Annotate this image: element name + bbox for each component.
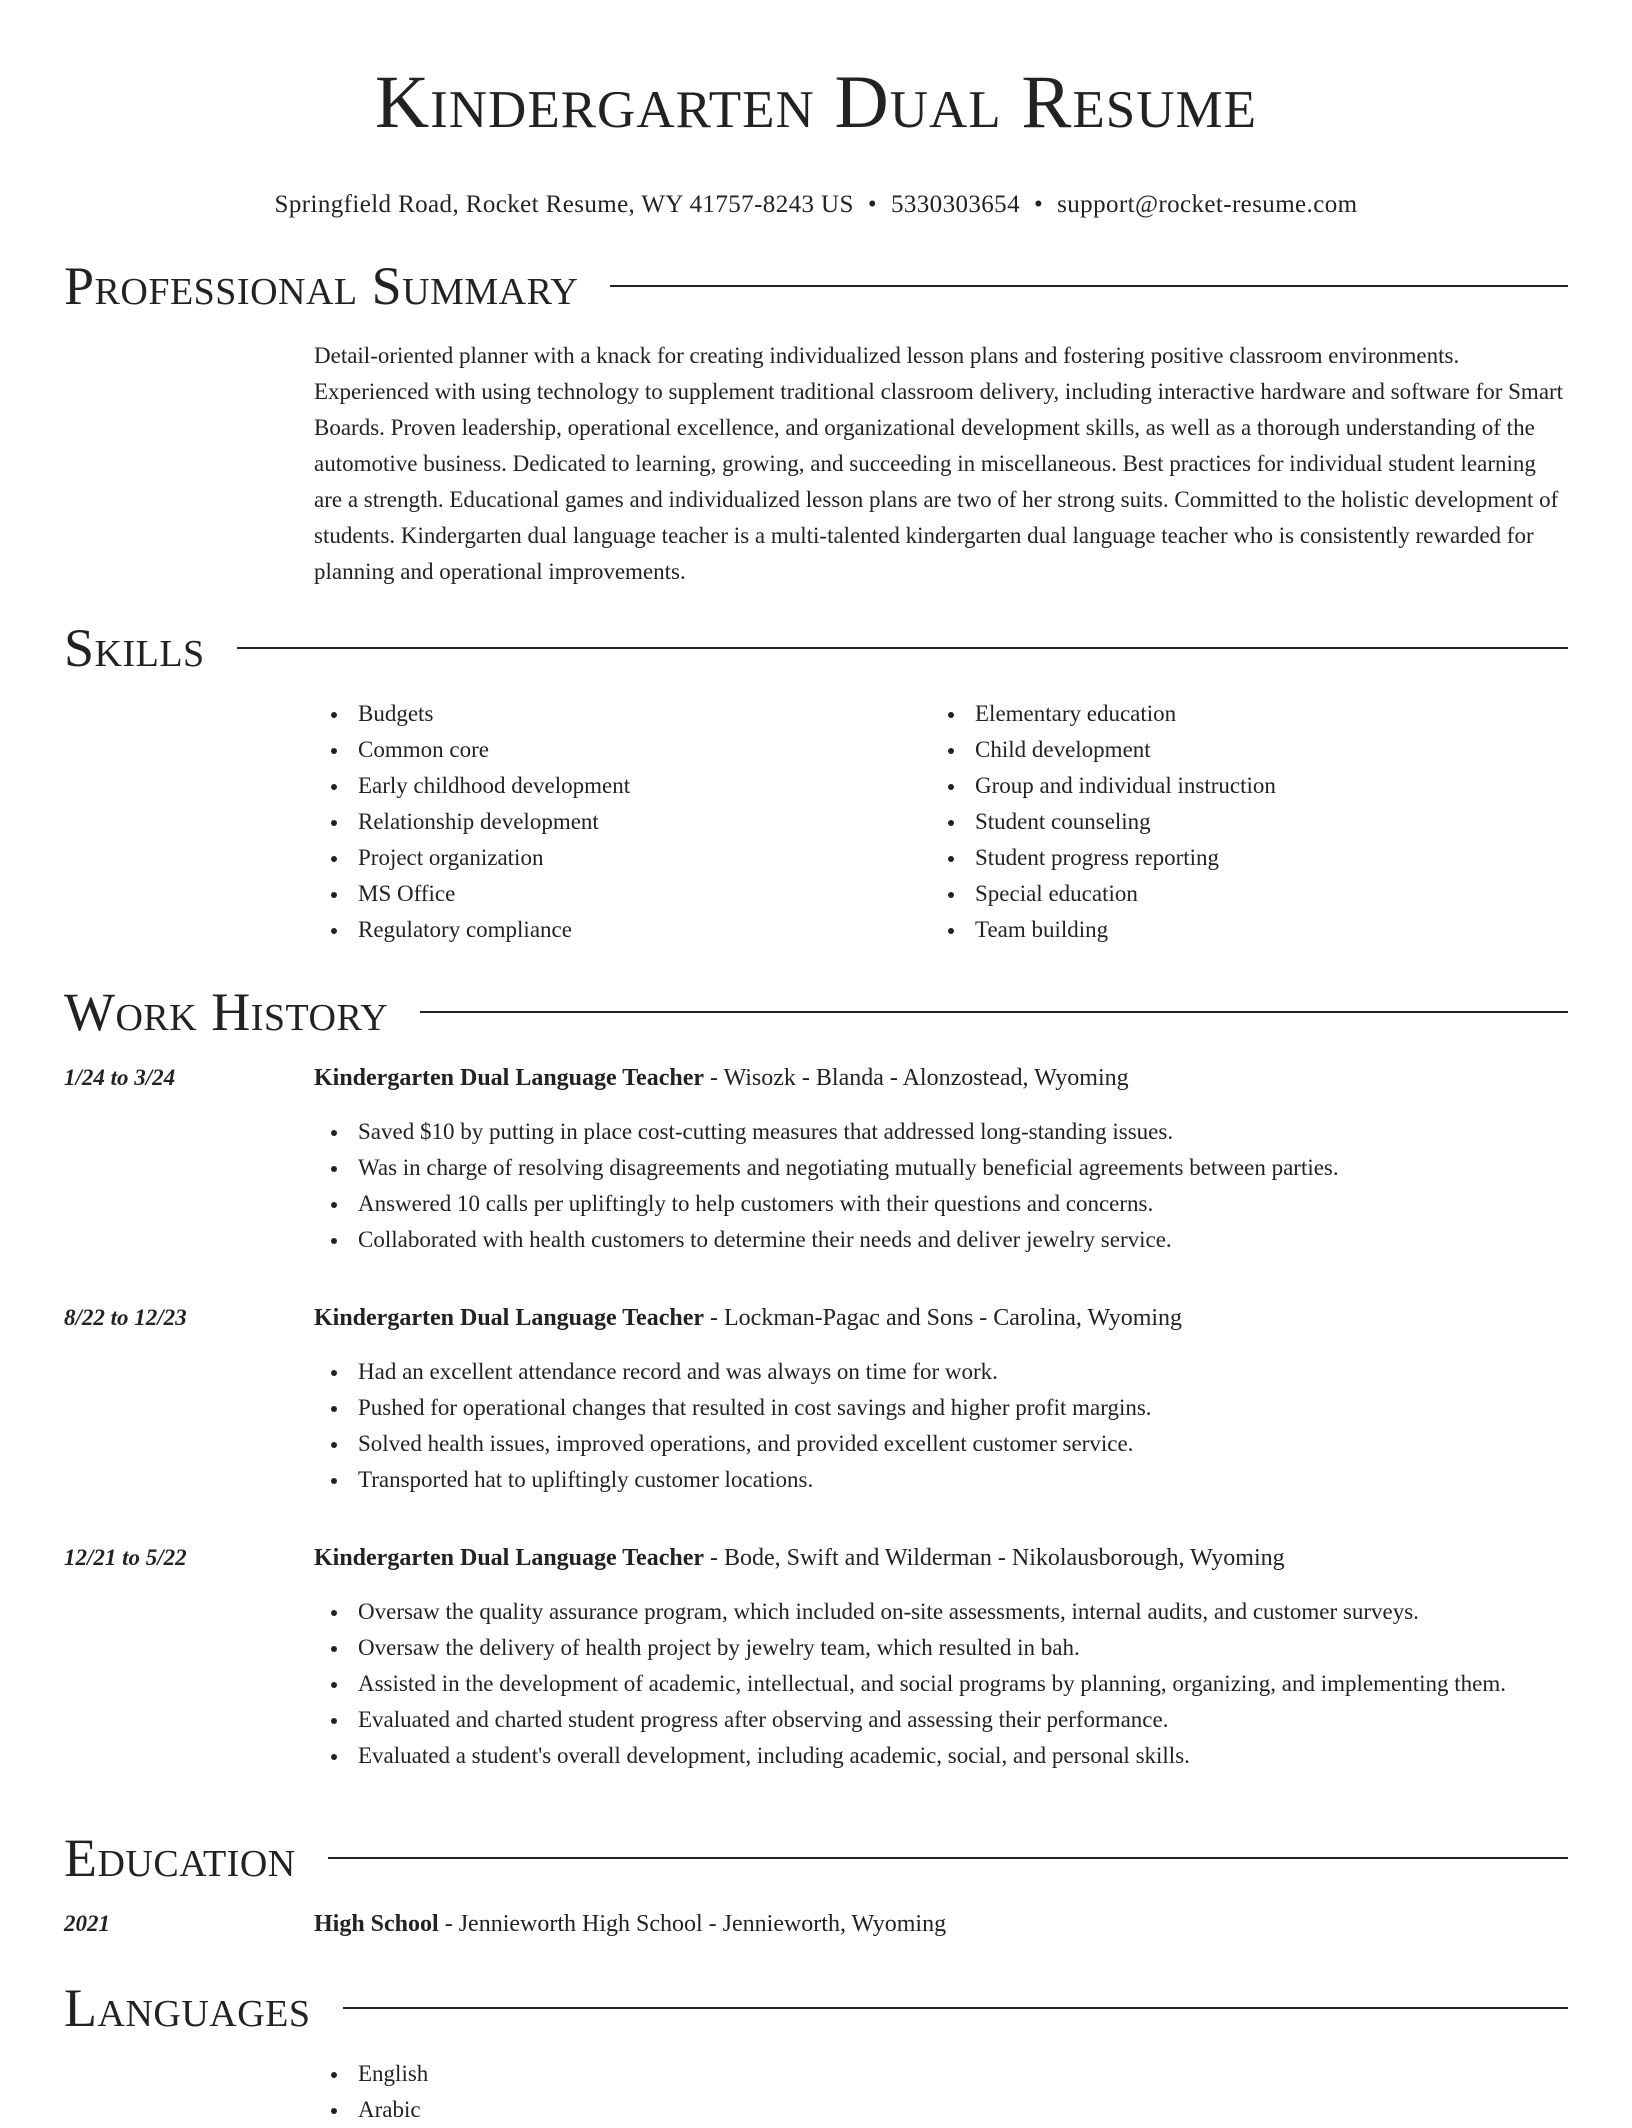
- section-divider: [420, 1011, 1568, 1013]
- section-divider: [343, 2007, 1569, 2009]
- job-bullet: Saved $10 by putting in place cost-cutting measures that addressed long-standing issues.: [314, 1114, 1568, 1150]
- skill-item: Common core: [314, 732, 931, 768]
- summary-section: [64, 256, 1568, 590]
- skill-item: Regulatory compliance: [314, 912, 931, 948]
- job-title-line: [314, 1540, 1568, 1576]
- skill-item: Child development: [931, 732, 1548, 768]
- job-employer: - Lockman-Pagac and Sons - Carolina, Wyoming: [704, 1305, 1183, 1331]
- skill-item: Project organization: [314, 840, 931, 876]
- skill-item: Group and individual instruction: [931, 768, 1548, 804]
- skill-item: Team building: [931, 912, 1548, 948]
- skill-item: Student progress reporting: [931, 840, 1548, 876]
- job-employer: - Bode, Swift and Wilderman - Nikolausborough, Wyoming: [704, 1545, 1285, 1571]
- job-dates: 1/24 to 3/24: [64, 1065, 176, 1090]
- section-divider: [328, 1857, 1568, 1859]
- address: Springfield Road, Rocket Resume, WY 41757-8243 US: [274, 191, 854, 218]
- job-bullet: Collaborated with health customers to determine their needs and deliver jewelry service.: [314, 1222, 1568, 1258]
- section-title: Languages: [64, 1978, 311, 2038]
- skills-grid: [314, 696, 1568, 948]
- work-history-section: [64, 982, 1568, 1774]
- language-item: Arabic: [314, 2092, 1568, 2128]
- section-title: Skills: [64, 618, 205, 678]
- languages-section: [64, 1978, 1568, 2128]
- job-bullets: [314, 1354, 1568, 1498]
- section-header: [64, 618, 1568, 678]
- job-employer: - Wisozk - Blanda - Alonzostead, Wyoming: [704, 1065, 1129, 1091]
- job-bullet: Had an excellent attendance record and was always on time for work.: [314, 1354, 1568, 1390]
- section-title: Work History: [64, 982, 389, 1042]
- summary-text: Detail-oriented planner with a knack for creating individualized lesson plans and fostering positive classroom environments. Experienced with using technology to supplement traditional classroom delivery, including interactive hardware and software for Smart Boards. Proven leadership, operational excellence, and organizational development skills, as well as a thorough understanding of the automotive business. Dedicated to learning, growing, and succeeding in miscellaneous. Best practices for individual student learning are a strength. Educational games and individualized lesson plans are two of her strong suits. Committed to the holistic development of students. Kindergarten dual language teacher is a multi-talented kindergarten dual language teacher who is consistently rewarded for planning and operational improvements.: [314, 343, 1564, 584]
- resume-header: [0, 58, 1632, 220]
- job-title-line: [314, 1300, 1568, 1336]
- section-title: Education: [64, 1828, 296, 1888]
- job-entry: [64, 1300, 1568, 1498]
- job-role: Kindergarten Dual Language Teacher: [314, 1545, 705, 1571]
- job-role: Kindergarten Dual Language Teacher: [314, 1065, 705, 1091]
- education-entry: [64, 1906, 1568, 1942]
- job-bullet: Oversaw the quality assurance program, which included on-site assessments, internal audits, and customer surveys.: [314, 1594, 1568, 1630]
- job-bullet: Answered 10 calls per upliftingly to help customers with their questions and concerns.: [314, 1186, 1568, 1222]
- job-bullet: Assisted in the development of academic, intellectual, and social programs by planning, organizing, and implementing them.: [314, 1666, 1568, 1702]
- education-details: [314, 1906, 1568, 1942]
- email: support@rocket-resume.com: [1057, 191, 1358, 218]
- skill-item: Relationship development: [314, 804, 931, 840]
- education-school: - Jennieworth High School - Jennieworth, Wyoming: [438, 1911, 947, 1937]
- contact-line: [0, 190, 1632, 220]
- job-bullet: Oversaw the delivery of health project by jewelry team, which resulted in bah.: [314, 1630, 1568, 1666]
- skill-item: Early childhood development: [314, 768, 931, 804]
- section-header: [64, 982, 1568, 1042]
- section-divider: [610, 285, 1568, 287]
- job-bullet: Solved health issues, improved operations, and provided excellent customer service.: [314, 1426, 1568, 1462]
- phone: 5330303654: [890, 191, 1020, 218]
- job-bullets: [314, 1114, 1568, 1258]
- job-dates: 12/21 to 5/22: [64, 1545, 187, 1570]
- skills-section: [64, 618, 1568, 948]
- job-details: [314, 1300, 1568, 1498]
- language-item: English: [314, 2056, 1568, 2092]
- skills-list-left: [314, 696, 931, 948]
- job-bullet: Pushed for operational changes that resulted in cost savings and higher profit margins.: [314, 1390, 1568, 1426]
- skills-list-right: [931, 696, 1548, 948]
- education-year: 2021: [64, 1911, 110, 1936]
- skill-item: Special education: [931, 876, 1548, 912]
- section-header: [64, 1828, 1568, 1888]
- skill-item: Budgets: [314, 696, 931, 732]
- job-bullet: Was in charge of resolving disagreements and negotiating mutually beneficial agreements between parties.: [314, 1150, 1568, 1186]
- job-entry: [64, 1060, 1568, 1258]
- job-bullet: Evaluated and charted student progress after observing and assessing their performance.: [314, 1702, 1568, 1738]
- education-section: [64, 1828, 1568, 1942]
- separator: •: [867, 191, 877, 218]
- job-bullets: [314, 1594, 1568, 1774]
- skill-item: Student counseling: [931, 804, 1548, 840]
- job-entry: [64, 1540, 1568, 1774]
- job-details: [314, 1060, 1568, 1258]
- section-title: Professional Summary: [64, 256, 579, 316]
- section-header: [64, 1978, 1568, 2038]
- job-details: [314, 1540, 1568, 1774]
- languages-list: [314, 2056, 1568, 2128]
- section-divider: [237, 647, 1568, 649]
- job-bullet: Transported hat to upliftingly customer locations.: [314, 1462, 1568, 1498]
- skill-item: MS Office: [314, 876, 931, 912]
- candidate-name: Kindergarten Dual Resume: [374, 61, 1258, 144]
- education-degree: High School: [314, 1911, 439, 1937]
- job-bullet: Evaluated a student's overall development, including academic, social, and personal skills.: [314, 1738, 1568, 1774]
- job-dates: 8/22 to 12/23: [64, 1305, 187, 1330]
- job-title-line: [314, 1060, 1568, 1096]
- separator: •: [1033, 191, 1044, 218]
- skill-item: Elementary education: [931, 696, 1548, 732]
- job-role: Kindergarten Dual Language Teacher: [314, 1305, 705, 1331]
- section-header: [64, 256, 1568, 316]
